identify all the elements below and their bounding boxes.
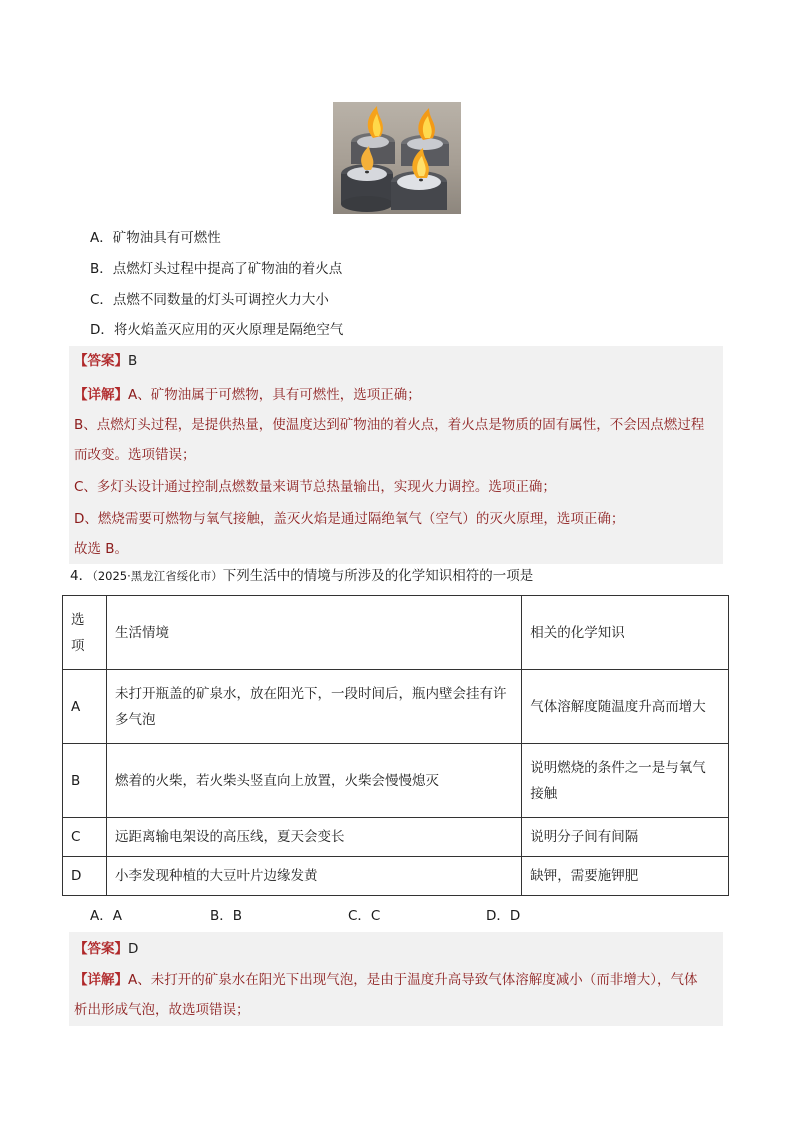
question-4-table [62,595,729,896]
detail-line: 而改变。选项错误； [74,447,196,463]
answer-line [74,939,138,959]
row-option: B [63,744,107,818]
table-row [63,670,729,744]
choice-a: A．A [90,908,122,924]
answer-explanation-q3 [69,346,723,564]
detail-line [74,385,421,405]
choice-b: B．B [210,908,243,924]
header-knowledge: 相关的化学知识 [522,596,729,670]
header-option-char1: 选 [71,611,85,628]
row-scene-line2: 多气泡 [114,711,156,728]
detail-line: D、燃烧需要可燃物与氧气接触，盖灭火焰是通过隔绝氧气（空气）的灭火原理，选项正确； [74,511,625,527]
option-d: D．将火焰盖灭应用的灭火原理是隔绝空气 [90,322,344,338]
burner-cans-photo [333,102,461,214]
row-scene-line1: 未打开瓶盖的矿泉水，放在阳光下，一段时间后，瓶内壁会挂有许 [114,685,507,702]
table-row [63,857,729,896]
row-option: C [63,818,107,857]
detail-line: 析出形成气泡，故选项错误； [74,1002,250,1018]
header-scene: 生活情境 [106,596,521,670]
row-scene [106,670,521,744]
header-option-char2: 项 [71,637,85,654]
detail-text: A、矿物油属于可燃物，具有可燃性，选项正确； [128,387,421,403]
choice-c: C．C [348,908,381,924]
row-option: D [63,857,107,896]
choice-d: D．D [486,908,521,924]
row-knowledge: 缺钾，需要施钾肥 [522,857,729,896]
row-knowledge: 气体溶解度随温度升高而增大 [522,670,729,744]
detail-text: A、未打开的矿泉水在阳光下出现气泡，是由于温度升高导致气体溶解度减小（而非增大），气体 [128,972,698,988]
table-row [63,818,729,857]
table-row [63,744,729,818]
row-knowledge-line1: 说明燃烧的条件之一是与氧气 [530,759,706,776]
row-knowledge [522,744,729,818]
detail-line [74,970,697,990]
row-knowledge-line2: 接触 [530,785,558,802]
row-scene: 燃着的火柴，若火柴头竖直向上放置，火柴会慢慢熄灭 [106,744,521,818]
row-scene: 远距离输电架设的高压线，夏天会变长 [106,818,521,857]
row-scene: 小李发现种植的大豆叶片边缘发黄 [106,857,521,896]
detail-line: 故选 B。 [74,541,129,557]
answer-tag: 【答案】 [74,353,128,369]
table-header-row [63,596,729,670]
answer-explanation-q4 [69,932,723,1026]
answer-tag: 【答案】 [74,941,128,957]
detail-tag: 【详解】 [74,387,128,403]
detail-line: C、多灯头设计通过控制点燃数量来调节总热量输出，实现火力调控。选项正确； [74,479,556,495]
answer-value: D [128,941,139,957]
header-option [63,596,107,670]
answer-value: B [128,353,138,369]
option-c: C．点燃不同数量的灯头可调控火力大小 [90,292,329,308]
question-source: （2025·黑龙江省绥化市） [92,569,223,583]
detail-tag: 【详解】 [74,972,128,988]
detail-line: B、点燃灯头过程，是提供热量，使温度达到矿物油的着火点，着火点是物质的固有属性，不会因点燃过程 [74,417,705,433]
answer-line [74,351,137,371]
question-4-stem [70,566,533,586]
question-text: 下列生活中的情境与所涉及的化学知识相符的一项是 [222,568,534,584]
option-b: B．点燃灯头过程中提高了矿物油的着火点 [90,261,343,277]
option-a: A．矿物油具有可燃性 [90,230,221,246]
row-option: A [63,670,107,744]
row-knowledge: 说明分子间有间隔 [522,818,729,857]
question-number: 4． [70,568,93,584]
